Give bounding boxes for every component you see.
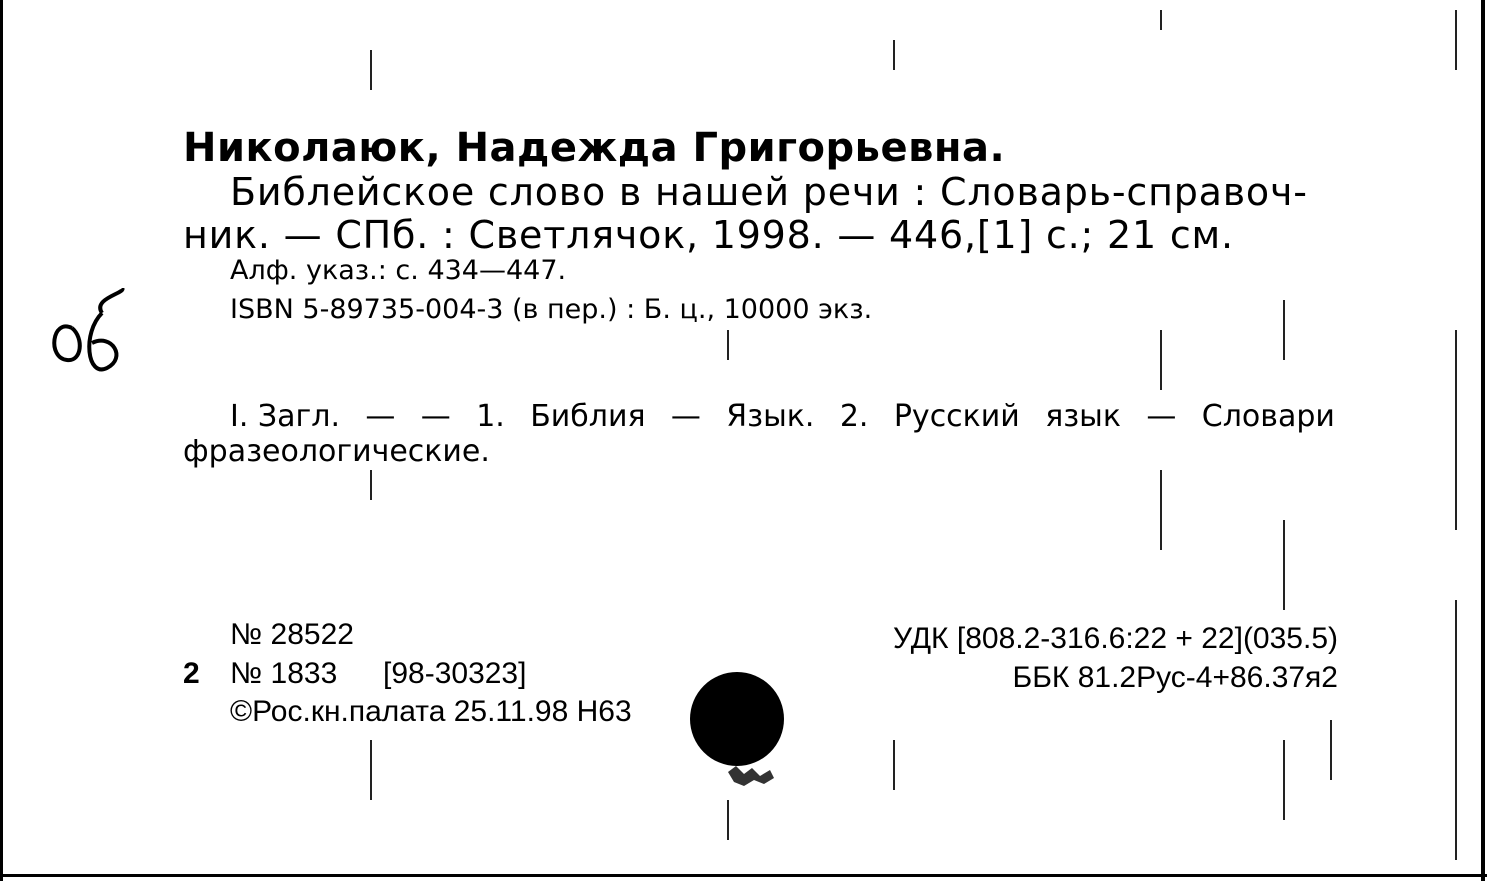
scan-artifact [370, 470, 372, 500]
scan-artifact [1330, 720, 1332, 780]
index-note: Алф. указ.: с. 434—447. [230, 255, 567, 286]
scan-artifact [1455, 600, 1457, 860]
tracing-word: Библия [530, 399, 646, 434]
punch-hole-residue [726, 762, 776, 788]
scan-artifact [1160, 330, 1162, 390]
tracing-word: — [365, 399, 396, 434]
copyright-line: ©Рос.кн.палата 25.11.98 Н63 [230, 695, 632, 728]
scan-artifact [1283, 520, 1285, 610]
tracing-word: Язык. [726, 399, 815, 434]
card-left-edge [0, 0, 3, 881]
scan-artifact [370, 50, 372, 90]
tracings-line-1 [230, 399, 1335, 434]
tracing-word: — [420, 399, 451, 434]
title-line-2: ник. — СПб. : Светлячок, 1998. — 446,[1] с.; 21 см. [183, 213, 1234, 257]
tracings-line-2: фразеологические. [183, 434, 490, 469]
scan-artifact [1455, 330, 1457, 530]
card-number-2-code: [98-30323] [383, 657, 527, 690]
card-number-2-prefix: 2 [183, 657, 200, 690]
punch-hole [690, 672, 784, 766]
scan-artifact [1160, 470, 1162, 550]
card-number-1: № 28522 [230, 618, 354, 651]
tracing-word: язык [1045, 399, 1121, 434]
tracing-word: — [1146, 399, 1177, 434]
card-right-edge [1481, 0, 1485, 881]
title-line-1: Библейское слово в нашей речи : Словарь-справоч- [230, 170, 1308, 214]
card-number-2: № 1833 [230, 657, 338, 690]
scan-artifact [1283, 300, 1285, 360]
tracing-word: Словари [1201, 399, 1335, 434]
scan-artifact [1160, 10, 1162, 30]
scan-artifact [370, 740, 372, 800]
scan-artifact [893, 740, 895, 790]
tracing-word: I. Загл. [230, 399, 341, 434]
scan-artifact [893, 40, 895, 70]
tracing-word: — [670, 399, 701, 434]
tracing-word: Русский [893, 399, 1020, 434]
isbn-note: ISBN 5-89735-004-3 (в пер.) : Б. ц., 10000 экз. [230, 294, 873, 325]
author-heading: Николаюк, Надежда Григорьевна. [183, 125, 1006, 171]
tracing-word: 2. [839, 399, 869, 434]
scan-artifact [1283, 740, 1285, 820]
scan-artifact [1455, 10, 1457, 70]
udk-classification: УДК [808.2-316.6:22 + 22](035.5) [893, 622, 1338, 655]
card-bottom-edge [0, 874, 1487, 877]
tracing-word: 1. [476, 399, 505, 434]
handwritten-mark-icon [42, 288, 132, 378]
scan-artifact [727, 330, 729, 360]
bbk-classification: ББК 81.2Рус-4+86.37я2 [1012, 661, 1338, 694]
scan-artifact [727, 800, 729, 840]
